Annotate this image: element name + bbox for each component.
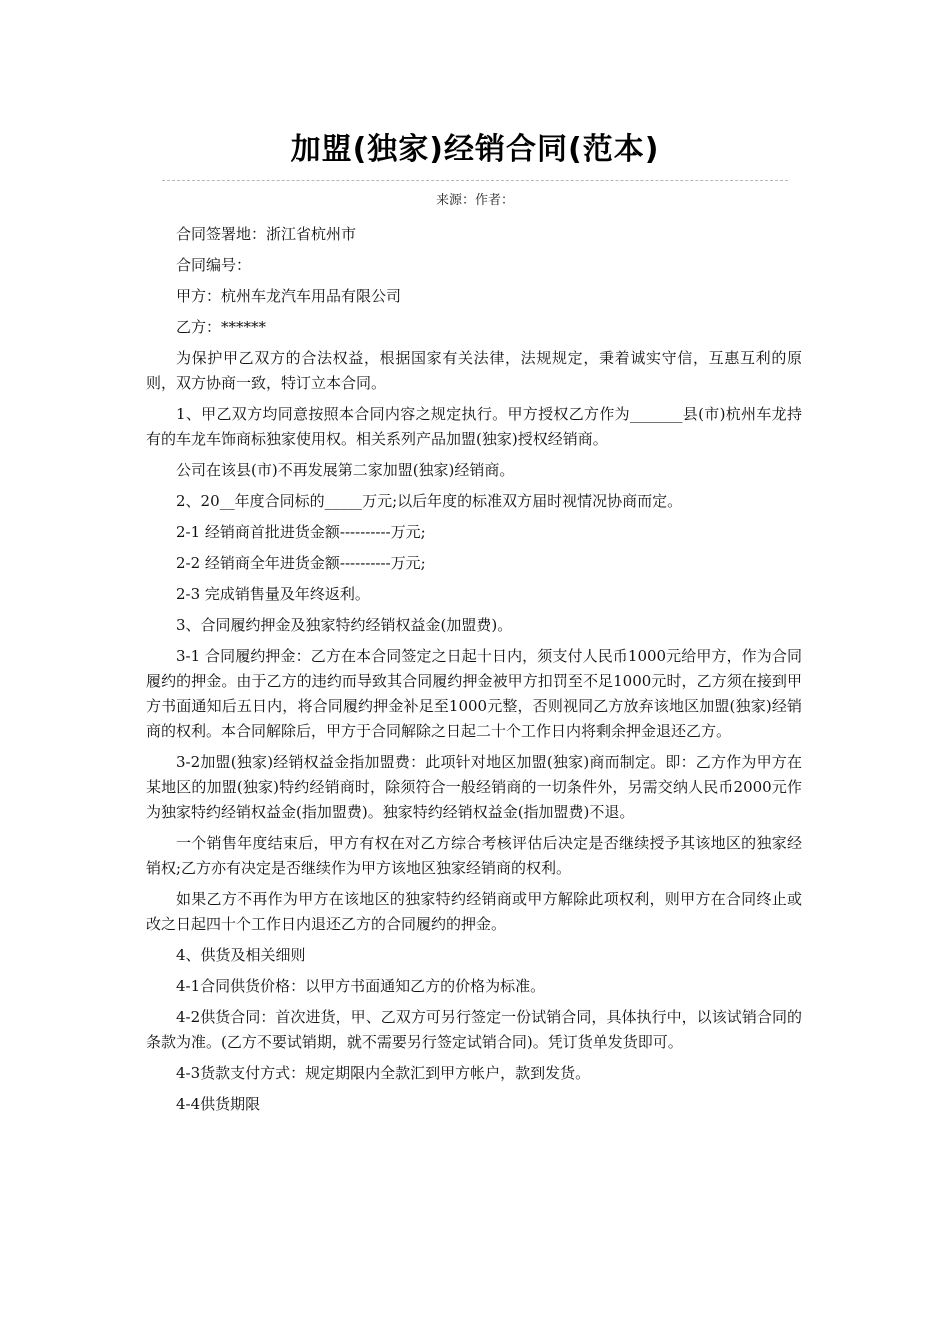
paragraph-party-b: 乙方：****** [176, 318, 267, 336]
paragraph-clause-2-3: 2-3 完成销售量及年终返利。 [176, 585, 370, 603]
paragraph-clause-3-note-1: 一个销售年度结束后，甲方有权在对乙方综合考核评估后决定是否继续授予其该地区的独家经销权;乙方亦有决定是否继续作为甲方该地区独家经销商的权利。 [146, 834, 802, 877]
paragraph-clause-4-2: 4-2供货合同：首次进货，甲、乙双方可另行签定一份试销合同，具体执行中，以该试销合同的条款为准。(乙方不要试销期，就不需要另行签定试销合同)。凭订货单发货即可。 [146, 1008, 802, 1051]
paragraph-clause-3-1: 3-1 合同履约押金：乙方在本合同签定之日起十日内，须支付人民币1000元给甲方，作为合同履约的押金。由于乙方的违约而导致其合同履约押金被甲方扣罚至不足1000元时，乙方须在接到甲方书面通知后五日内，将合同履约押金补足至1000元整，否则视同乙方放弃该地区加盟(独家)经销商的权利。本合同解除后，甲方于合同解除之日起二十个工作日内将剩余押金退还乙方。 [146, 647, 802, 740]
source-line: 来源：作者： [435, 193, 514, 208]
paragraph-clause-4-4: 4-4供货期限 [176, 1095, 261, 1113]
paragraph-clause-2-2: 2-2 经销商全年进货金额----------万元; [176, 554, 426, 572]
paragraph-clause-2-1: 2-1 经销商首批进货金额----------万元; [176, 523, 426, 541]
paragraph-signing-place: 合同签署地：浙江省杭州市 [176, 225, 357, 243]
paragraph-clause-3-2: 3-2加盟(独家)经销权益金指加盟费：此项针对地区加盟(独家)商而制定。即：乙方作为甲方在某地区的加盟(独家)特约经销商时，除须符合一般经销商的一切条件外，另需交纳人民币2000元作为独家特约经销权益金(指加盟费)。独家特约经销权益金(指加盟费)不退。 [146, 753, 802, 821]
paragraph-clause-3-note-2: 如果乙方不再作为甲方在该地区的独家特约经销商或甲方解除此项权利，则甲方在合同终止或改之日起四十个工作日内退还乙方的合同履约的押金。 [146, 890, 802, 933]
paragraph-clause-1: 1、甲乙双方均同意按照本合同内容之规定执行。甲方授权乙方作为_______县(市)杭州车龙持有的车龙车饰商标独家使用权。相关系列产品加盟(独家)授权经销商。 [146, 405, 802, 448]
document-title: 加盟(独家)经销合同(范本) [290, 132, 660, 167]
paragraph-clause-4-3: 4-3货款支付方式：规定期限内全款汇到甲方帐户，款到发货。 [176, 1064, 591, 1082]
paragraph-party-a: 甲方：杭州车龙汽车用品有限公司 [176, 287, 402, 305]
paragraph-clause-4: 4、供货及相关细则 [176, 946, 306, 964]
document-body [146, 222, 802, 1123]
paragraph-clause-4-1: 4-1合同供货价格：以甲方书面通知乙方的价格为标准。 [176, 977, 546, 995]
paragraph-contract-number: 合同编号： [176, 256, 252, 274]
paragraph-clause-1-note: 公司在该县(市)不再发展第二家加盟(独家)经销商。 [176, 461, 515, 479]
paragraph-clause-3: 3、合同履约押金及独家特约经销权益金(加盟费)。 [176, 616, 513, 634]
paragraph-preamble: 为保护甲乙双方的合法权益，根据国家有关法律，法规规定，秉着诚实守信，互惠互利的原则，双方协商一致，特订立本合同。 [146, 349, 802, 392]
paragraph-clause-2: 2、20__年度合同标的_____万元;以后年度的标准双方届时视情况协商而定。 [176, 492, 683, 510]
title-divider [162, 180, 788, 181]
